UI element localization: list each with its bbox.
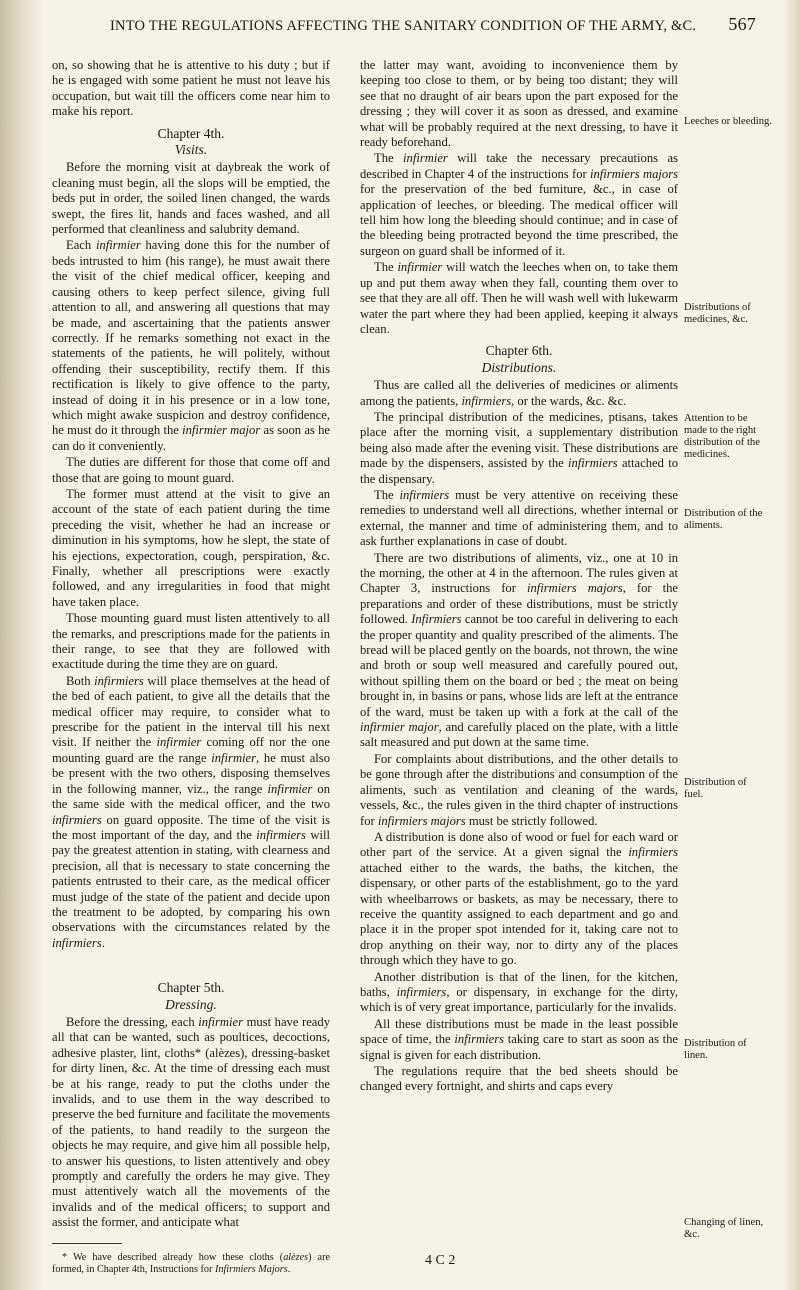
- paragraph: Before the dressing, each infirmier must have ready all that can be wanted, such as poultices, decoctions, adhesive plaster, lint, cloths* (alèzes), dressing-basket for dirty linen, &c. At the time of dressing each must be at his range, ready to put the cloths under the invalids, and to use them in the way described to preserve the bed furniture and facilitate the movements of the patients, to hand readily to the surgeon the objects he may require, and give him all possible help, to answer his questions, to listen attentively and obey promptly and carefully the orders he may give. They must attentively watch all the movements of the invalids and of the medical officers; to support and assist the former, and anticipate what: [52, 1014, 330, 1230]
- paragraph: The infirmier will take the necessary precautions as described in Chapter 4 of the instructions for infirmiers majors for the preservation of the bed furniture, &c., in case of application of leeches, or bleeding. The medical officer will tell him how long the bleeding should continue; and in case of the bleeding being protracted beyond the time prescribed, the surgeon on guard shall be informed of it.: [360, 151, 678, 258]
- chapter-heading: Chapter 6th.: [485, 343, 553, 359]
- running-header: [110, 14, 756, 40]
- right-column: [360, 58, 678, 1096]
- paragraph: the latter may want, avoiding to inconvenience them by keeping too close to them, or by being too distant; they will see that no draught of air bears upon the part exposed for the dressing ; they will cover it as soon as dressed, and examine what will be probably required at the next dressing, to have it ready beforehand.: [360, 58, 678, 150]
- paragraph: A distribution is done also of wood or fuel for each ward or other part of the service. At a given signal the infirmiers attached either to the wards, the baths, the kitchen, the dispensary, or other parts of the establishment, go to the yard with wheelbarrows or baskets, as may be necessary, there to receive the quantity assigned to each department and go and place it in the proper spot intended for it, taking care not to drop anything on their way, nor to dirty any of the places through which they have to go.: [360, 829, 678, 968]
- paragraph: Each infirmier having done this for the number of beds intrusted to him (his range), he must await there the visit of the chief medical officer, keeping and causing others to keep perfect silence, giving full attention to all, and answering all questions that may be made, and ascertaining that the patients answer correctly. If he remarks something not exact in the statements of the patients, he will politely, without offending their susceptibility, rectify them. If this rectification is likely to give offence to the party, instead of doing it in his presence or in a low tone, which might awake suspicion and destroy confidence, he must do it through the infirmier major as soon as he can do it conveniently.: [52, 238, 330, 453]
- footnote: * We have described already how these cloths (alèzes) are formed, in Chapter 4th, Instructions for Infirmiers Majors.: [52, 1251, 330, 1275]
- signature-mark: 4 C 2: [425, 1253, 456, 1268]
- chapter-heading: Chapter 4th.: [157, 125, 225, 141]
- page-edge-shadow: [784, 0, 800, 1290]
- page-gutter-shadow: [0, 0, 42, 1290]
- paragraph: The principal distribution of the medicines, ptisans, takes place after the morning visit, a supplementary distribution being also made after the evening visit. These distributions are made by the dispensers, assisted by the infirmiers attached to the dispensary.: [360, 409, 678, 486]
- sidenote: Distributions of medicines, &c.: [684, 302, 751, 325]
- paragraph: The duties are different for those that come off and those that are going to mount guard.: [52, 455, 330, 485]
- sidenote: Changing of linen, &c.: [684, 1217, 764, 1240]
- chapter-heading: Chapter 5th.: [157, 980, 225, 996]
- paragraph: Both infirmiers will place themselves at the head of the bed of each patient, to give all the details that the medical officer may require, to consider what to prescribe for the patient in the interval till his next visit. If neither the infirmier coming off nor the one mounting guard are the range infirmier, he must also be present with the two others, disposing themselves in the following manner, viz., the range infirmier on the same side with the medical officer, and the two infirmiers on guard opposite. The time of the visit is the most important of the day, and the infirmiers will pay the greatest attention in stating, with clearness and precision, all that is necessary to state concerning the patients entrusted to their care, as the medical officer must judge of the state of the patient and decide upon the treatment to be adopted, by comparing his own observations with the circumstances related by the infirmiers.: [52, 673, 331, 950]
- sidenote: Attention to be made to the right distribution of the medicines.: [684, 413, 760, 460]
- footnote-rule: [52, 1243, 122, 1244]
- paragraph: All these distributions must be made in the least possible space of time, the infirmiers taking care to start as soon as the signal is given for each distribution.: [360, 1016, 678, 1062]
- paragraph: The former must attend at the visit to give an account of the state of each patient during the time preceding the visit, whether he had an increase or diminution in his symptoms, how he slept, the state of his ejections, expectoration, cough, perspiration, &c. Finally, whether all prescriptions were exactly followed, and any irregularities in food that might have taken place.: [52, 486, 330, 609]
- paragraph: Another distribution is that of the linen, for the kitchen, baths, infirmiers, or dispensary, in exchange for the dirty, which is of very great importance, particularly for the invalids.: [360, 969, 678, 1015]
- paragraph: For complaints about distributions, and the other details to be gone through after the distributions and consumption of the aliments, such as ventilation and cleaning of the wards, vessels, &c., the rules given in the third chapter of instructions for infirmiers majors must be strictly followed.: [360, 751, 678, 828]
- chapter-subheading: Dressing.: [165, 996, 217, 1012]
- paragraph: The infirmiers must be very attentive on receiving these remedies to understand well all directions, whether internal or external, the manner and time of administering them, and to ask further explanations in case of doubt.: [360, 487, 678, 549]
- paragraph: The infirmier will watch the leeches when on, to take them up and put them away when they fall, counting them over to see that they are all off. Then he will wash well with lukewarm water the part where they had been applied, keeping it always clean.: [360, 260, 678, 336]
- paragraph: on, so showing that he is attentive to his duty ; but if he is engaged with some patient he must not leave his occupation, but wait till the officers come near him to make his report.: [52, 58, 330, 119]
- page-number: 567: [728, 14, 756, 34]
- left-column: [52, 58, 330, 1277]
- paragraph: Those mounting guard must listen attentively to all the remarks, and prescriptions made for the patients in their range, to see that they are followed with exactitude during the time they are on guard.: [52, 611, 330, 672]
- paragraph: Before the morning visit at daybreak the work of cleaning must begin, all the slops will be emptied, the beds put in order, the soiled linen changed, the wards swept, the fires lit, hands and faces washed, and all performed that cleanliness and salubrity demand.: [52, 160, 330, 237]
- paragraph: The regulations require that the bed sheets should be changed every fortnight, and shirts and caps every: [360, 1064, 678, 1094]
- chapter-subheading: Visits.: [174, 142, 208, 158]
- paragraph: There are two distributions of aliments, viz., one at 10 in the morning, the other at 4 in the afternoon. The rules given at Chapter 3, instructions for infirmiers majors, for the preparations and order of these distributions, must be strictly followed. Infirmiers cannot be too careful in delivering to each the proper quantity and quality prescribed of the aliments. The bread will be placed gently on the boards, not thrown, the wine and broth or soup well measured and carefully poured out, without spilling them on the board or bed ; the meat on being brought in, in basins or pans, whose lids are left at the entrance of the ward, must be taken up with a fork at the call of the infirmier major, and carefully placed on the plate, with a little salt measured and put down at the same time.: [360, 550, 679, 750]
- sidenote: Distribution of the aliments.: [684, 508, 763, 531]
- sidenote: Distribution of linen.: [684, 1038, 747, 1061]
- paragraph: Thus are called all the deliveries of medicines or aliments among the patients, infirmiers, or the wards, &c. &c.: [360, 378, 678, 408]
- header-title: INTO THE REGULATIONS AFFECTING THE SANITARY CONDITION OF THE ARMY, &C.: [110, 18, 697, 34]
- sidenote: Distribution of fuel.: [684, 777, 747, 800]
- sidenote: Leeches or bleeding.: [684, 116, 772, 127]
- chapter-subheading: Distributions.: [481, 359, 557, 375]
